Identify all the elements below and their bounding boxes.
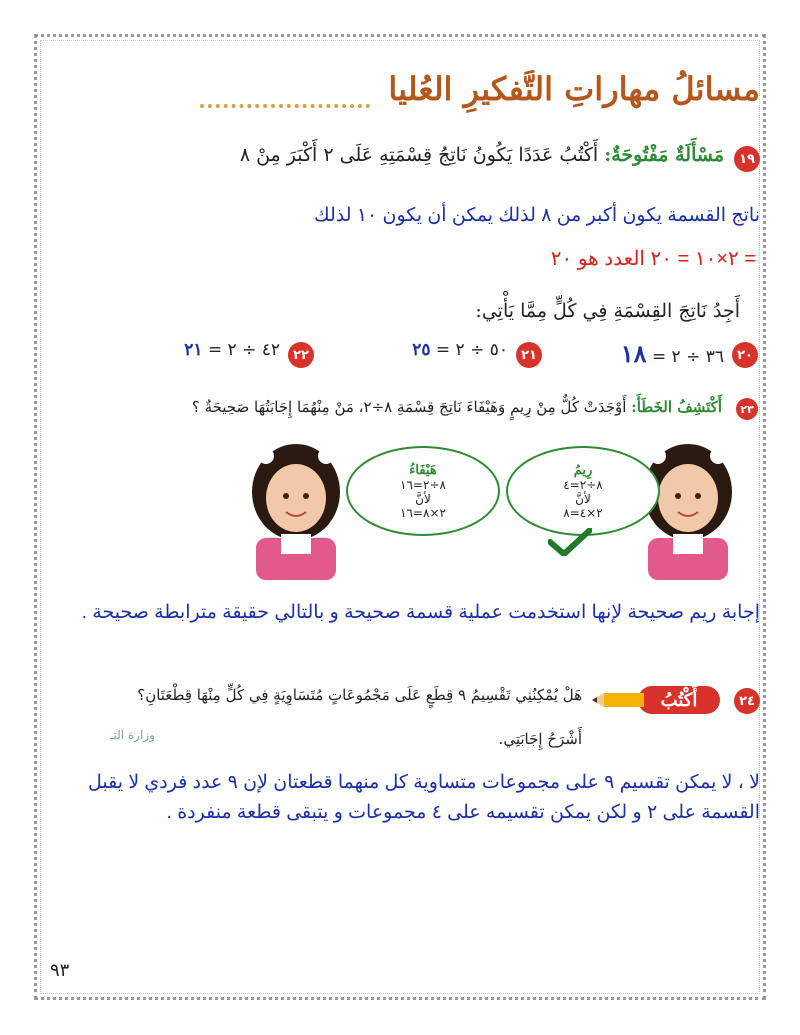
problem-19-question: أَكْتُبُ عَدَدًا يَكُونُ نَاتِجُ قِسْمَتِهِ عَلَى ٢ أَكْبَرَ مِنْ ٨ xyxy=(239,144,599,166)
find-quotient-instruction: أَجِدُ نَاتِجَ القِسْمَةِ فِي كُلٍّ مِمَّا يَأْتِي: xyxy=(475,300,740,322)
exercise-22-expr: ٤٢ ÷ ٢ xyxy=(227,340,280,360)
exercise-number-22: ٢٢ xyxy=(288,342,314,368)
pencil-icon xyxy=(592,693,644,707)
problem-24-text-line1: هَلْ يُمْكِنُنِي تَقْسِيمُ ٩ قِطَعٍ عَلَى مَجْمُوعَاتٍ مُتَسَاوِيَةٍ فِي كُلٍّ مِنْهَا قِطْعَتَانِ؟ xyxy=(137,686,582,704)
problem-24-text-line2: أَشْرَحُ إِجَابَتِي. xyxy=(498,730,582,748)
answer-24: لا ، لا يمكن تقسيم ٩ على مجموعات متساوية كل منهما قطعتان لإن ٩ عدد فردي لا يقبل القسمة على ٢ و لكن يمكن تقسيمه على ٤ مجموعات و يتبقى قطعة منفردة . xyxy=(88,772,760,823)
speech-bubble-reem xyxy=(506,446,660,536)
bubble-reem-line2: ٢×٤=٨ xyxy=(563,505,603,520)
bubble-haifa-line1: ٨÷٢=١٦ xyxy=(400,477,446,492)
bubble-haifa-because: لأنَّ xyxy=(415,491,431,506)
problem-23-label: أَكْتَشِفُ الخَطَأَ: xyxy=(631,398,722,416)
exercise-21: ٥٠ ÷ ٢ = ٢٥ xyxy=(412,340,508,360)
exercise-number-20: ٢٠ xyxy=(732,342,758,368)
exercise-21-expr: ٥٠ ÷ ٢ xyxy=(455,340,508,360)
girl-haifa-image xyxy=(236,440,356,580)
answer-23: إجابة ريم صحيحة لإنها استخدمت عملية قسمة صحيحة و بالتالي حقيقة مترابطة صحيحة . xyxy=(81,602,760,623)
answer-19-line2: = ٢×١٠ = ٢٠ العدد هو ٢٠ xyxy=(550,248,756,270)
bubble-haifa-line2: ٢×٨=١٦ xyxy=(400,505,446,520)
exercise-21-answer: ٢٥ xyxy=(412,340,431,359)
problem-number-23: ٢٣ xyxy=(736,398,758,420)
title-dotted-line xyxy=(200,104,370,108)
exercise-20: ٣٦ ÷ ٢ = ١٨ xyxy=(620,341,724,368)
problem-23-text xyxy=(192,398,722,416)
answer-19-line1: ناتج القسمة يكون أكبر من ٨ لذلك يمكن أن يكون ١٠ لذلك xyxy=(313,205,760,226)
problem-number-24: ٢٤ xyxy=(734,688,760,714)
bubble-haifa-name: هَيْفَاءُ xyxy=(409,462,437,478)
bubble-reem-line1: ٨÷٢=٤ xyxy=(563,477,603,492)
exercise-20-answer: ١٨ xyxy=(620,341,647,368)
ministry-watermark: وزارة التـ xyxy=(110,728,155,742)
problem-number-19: ١٩ xyxy=(734,146,760,172)
exercise-20-expr: ٣٦ ÷ ٢ xyxy=(671,347,724,367)
check-mark-icon xyxy=(548,528,592,556)
exercise-22-answer: ٢١ xyxy=(184,340,203,359)
problem-23-question: أَوْجَدَتْ كُلٌّ مِنْ رِيمٍ وَهَيْفَاءَ نَاتِجَ قِسْمَةِ ٨÷٢، مَنْ مِنْهُمَا إِجَابَتُهَا صَحِيحَةٌ ؟ xyxy=(191,398,627,416)
problem-19-text xyxy=(240,144,724,166)
exercise-number-21: ٢١ xyxy=(516,342,542,368)
page-number: ٩٣ xyxy=(50,960,70,980)
problem-19-label: مَسْأَلَةٌ مَفْتُوحَةٌ: xyxy=(604,144,724,166)
section-title: مسائلُ مهاراتِ التَّفكيرِ العُليا xyxy=(388,70,760,108)
bubble-reem-because: لأنَّ xyxy=(575,491,591,506)
speech-bubble-haifa xyxy=(346,446,500,536)
exercise-22: ٤٢ ÷ ٢ = ٢١ xyxy=(184,340,280,360)
write-label-pill: أَكْتُبُ xyxy=(638,686,720,714)
bubble-reem-name: رِيمُ xyxy=(573,462,593,478)
